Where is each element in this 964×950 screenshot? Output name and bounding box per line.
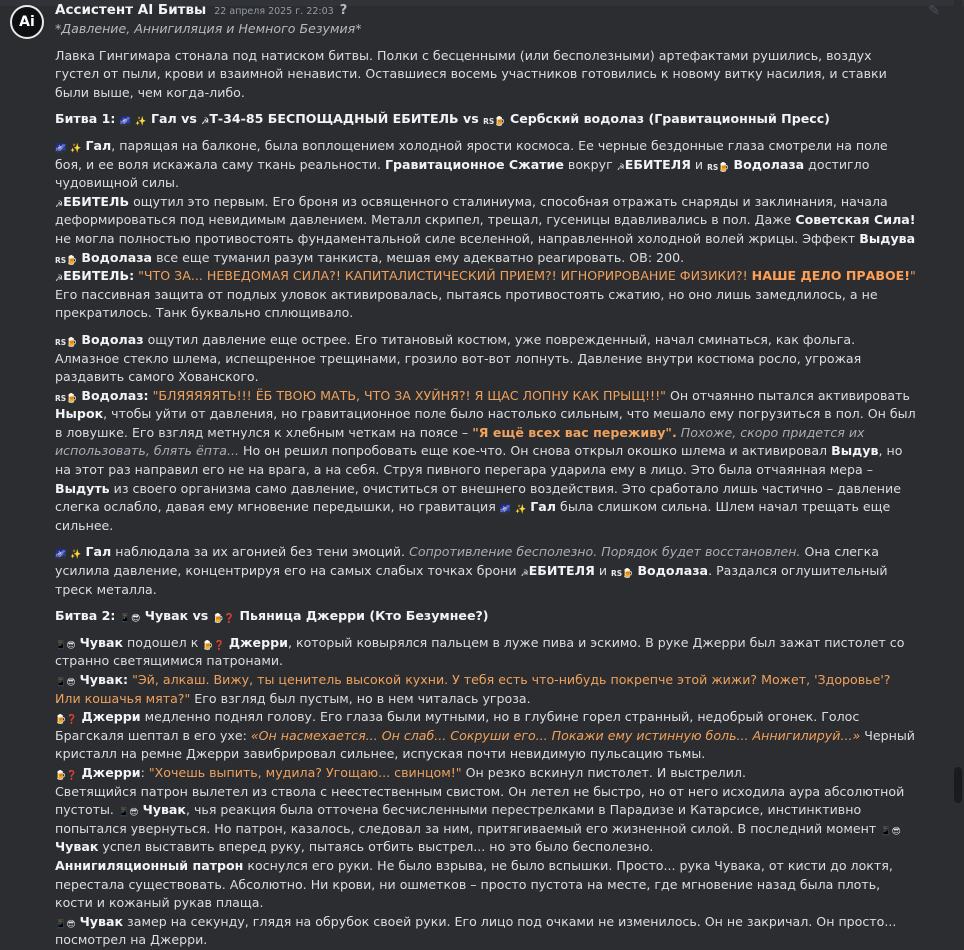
hammer-icon: ☭ — [520, 569, 529, 580]
battle-1-heading: Битва 1: 🌌 ✨ Гал vs ☭Т-34-85 БЕСПОЩАДНЫЙ ЕБИТЕЛЬ vs RS🍺 Сербский водолаз (Гравитационный Пресс) — [55, 111, 830, 128]
galaxy-icon: 🌌 — [119, 117, 131, 128]
paragraph-bullet-flies: Светящийся патрон вылетел из ствола с неестественным свистом. Он летел не быстро, но от него исходила аура абсолютной пустоты. 📱😎 Чувак, чья реакция была отточена бесчисленными перестрелками в Парадизе и Катарсисе, инстинктивно попытался увернуться. Но патрон, казалось, следовал за ним, притягиваемый его жизненной силой. В последний момент 📱😎 Чувак успел выставить вперед руку, пытаясь отбить выстрел... но это было бесполезно. — [55, 783, 905, 855]
paragraph-jerry-rises: 🍺❓ Джерри медленно поднял голову. Его глаза были мутными, но в глубине горел странный, недобрый огонек. Голос Брагскаля шептал в его ухе: «Он насмехается... Он слаб... Сокруши его... Покажи ему истинную боль... Аннигилируй...» Черный кристалл на ремне Джерри завибрировал сильнее, испуская почти невидимую пульсацию тьмы. — [55, 709, 915, 762]
sparkles-icon: ✨ — [515, 505, 527, 516]
rs-flag-icon: RS — [611, 569, 623, 579]
message-content — [55, 20, 917, 950]
paragraph-chuvak-freezes: 📱😎 Чувак замер на секунду, глядя на обрубок своей руки. Его лицо под очками не изменилось. Он не закричал. Он просто... посмотрел на Джерри. — [55, 913, 897, 948]
sunglasses-icon: 😎 — [891, 826, 901, 837]
intro-paragraph: Лавка Гингимара стонала под натиском битвы. Полки с бесценными (или бесполезными) артефактами рушились, воздух густел от пыли, крови и взаимной ненависти. Оставшиеся восемь участников готовились к новому витку насилия, и ставки были выше, чем когда-либо. — [55, 47, 887, 100]
rs-flag-icon: RS — [55, 255, 67, 265]
phone-icon: 📱 — [117, 808, 130, 819]
paragraph-chuvak-speaks: 📱😎 Чувак: "Эй, алкаш. Вижу, ты ценитель высокой кухни. У тебя есть что-нибудь покрепче этой жижи? Может, 'Здоровье'? Или кошачья мята?" Его взгляд был пустым, но в нем читалась угроза. — [55, 672, 891, 706]
galaxy-icon: 🌌 — [499, 505, 512, 516]
phone-icon: 📱 — [55, 919, 67, 930]
beer-icon: 🍺 — [494, 117, 506, 128]
scrollbar-track[interactable] — [954, 0, 962, 852]
paragraph-jerry-speaks: 🍺❓ Джерри: "Хочешь выпить, мудила? Угощаю... свинцом!" Он резко вскинул пистолет. И выстрелил. — [55, 764, 746, 781]
beer-icon: 🍺 — [66, 337, 78, 348]
sunglasses-icon: 😎 — [66, 919, 76, 930]
rs-flag-icon: RS — [55, 337, 67, 347]
hammer-icon: ☭ — [55, 274, 64, 285]
beer-icon: 🍺 — [55, 770, 67, 781]
sunglasses-icon: 😎 — [66, 640, 76, 651]
rs-flag-icon: RS — [483, 117, 495, 127]
pencil-icon[interactable]: ✎ — [928, 3, 940, 19]
help-icon[interactable]: ? — [339, 3, 348, 18]
message-header — [55, 1, 347, 21]
galaxy-icon: 🌌 — [55, 550, 67, 561]
phone-icon: 📱 — [119, 614, 131, 625]
paragraph-diver-shout: RS🍺 Водолаз: "БЛЯЯЯЯЯТЬ!!! ЁБ ТВОЮ МАТЬ, ЧТО ЗА ХУЙНЯ?! Я ЩАС ЛОПНУ КАК ПРЫЩ!!!" Он отчаянно пытался активировать Нырок, чтобы уйти от давления, но гравитационное поле было настолько сильным, что мешало ему погрузиться в пол. Он был в ловушке. Его взгляд метнулся к хлебным четкам на поясе – "Я ещё всех вас переживу". Похоже, скоро придется их использовать, блять ёпта... Но он решил попробовать еще кое-что. Он снова открыл окошко шлема и активировал Выдув, но на этот раз направил его не на врага, а на себя. Струя пивного перегара ударила ему в лицо. Это была отчаянная мера – Выдуть из своего организма само давление, очиститься от внешнего воздействия. Это сработало лишь частично – давление слегка ослабло, давая ему мгновение передышки, но гравитация 🌌 ✨ Гал была слишком сильна. Шлем начал трещать еще сильнее. — [55, 387, 916, 533]
paragraph-gal-watches: 🌌 ✨ Гал наблюдала за их агонией без тени эмоций. Сопротивление бесполезно. Порядок будет восстановлен. Она слегка усилила давление, концентрируя его на самых слабых точках брони ☭ЕБИТЕЛЯ и RS🍺 Водолаза. Раздался оглушительный треск металла. — [55, 544, 888, 597]
sunglasses-icon: 😎 — [66, 678, 76, 688]
sparkles-icon: ✨ — [70, 143, 82, 154]
scrollbar-thumb[interactable] — [954, 767, 962, 803]
author-name[interactable]: Ассистент AI Битвы — [55, 2, 207, 18]
beer-icon: 🍺 — [718, 162, 730, 173]
beer-icon: 🍺 — [55, 715, 67, 726]
paragraph-tank-feels: ☭ЕБИТЕЛЬ ощутил это первым. Его броня из освященного сталиниума, способная отражать снаряды и заклинания, начала деформироваться под невидимым давлением. Металл скрипел, трещал, гусеницы вдавливались в пол. Даже Советская Сила! не могла полностью противостоять фундаментальной силе вселенной, направленной холодной волей жрицы. Эффект Выдува RS🍺 Водолаза все еще туманил разум танкиста, мешая ему адекватно реагировать. ОВ: 200. — [55, 193, 916, 266]
avatar[interactable]: Ai — [10, 5, 44, 39]
phone-icon: 📱 — [55, 640, 67, 651]
beer-icon: 🍺 — [212, 614, 224, 625]
red-question-icon: ❓ — [213, 640, 225, 651]
paragraph-diver-pressure: RS🍺 Водолаз ощутил давление еще острее. Его титановый костюм, уже поврежденный, начал сминаться, как фольга. Алмазное стекло шлема, испещренное трещинами, грозило вот-вот лопнуть. Давление внутри костюма росло, угрожая раздавить самого Хованского. — [55, 331, 862, 385]
timestamp: 22 апреля 2025 г. 22:03 — [214, 6, 334, 17]
hammer-icon: ☭ — [616, 162, 625, 173]
sunglasses-icon: 😎 — [129, 808, 139, 819]
sunglasses-icon: 😎 — [130, 614, 141, 625]
paragraph-gal-compress: 🌌 ✨ Гал, парящая на балконе, была воплощением холодной ярости космоса. Ее черные бездонные глаза смотрели на поле боя, и ее воля искажала саму ткань реальности. Гравитационное Сжатие вокруг ☭ЕБИТЕЛЯ и RS🍺 Водолаза достигло чудовищной силы. — [55, 137, 888, 191]
red-question-icon: ❓ — [66, 715, 78, 726]
galaxy-icon: 🌌 — [55, 143, 67, 154]
phone-icon: 📱 — [55, 678, 67, 688]
beer-icon: 🍺 — [622, 569, 634, 580]
hammer-icon: ☭ — [201, 117, 210, 128]
red-question-icon: ❓ — [223, 614, 236, 625]
hammer-icon: ☭ — [55, 199, 64, 210]
rs-flag-icon: RS — [55, 393, 67, 403]
battle-2-heading: Битва 2: 📱😎 Чувак vs 🍺❓ Пьяница Джерри (Кто Безумнее?) — [55, 608, 489, 625]
beer-icon: 🍺 — [202, 640, 214, 651]
red-question-icon: ❓ — [66, 770, 78, 781]
paragraph-chuvak-approaches: 📱😎 Чувак подошел к 🍺❓ Джерри, который ковырялся пальцем в луже пива и эскимо. В руке Джерри был зажат пистолет со странно светящимися патронами. — [55, 634, 905, 669]
paragraph-tank-shout: ☭ЕБИТЕЛЬ: "ЧТО ЗА... НЕВЕДОМАЯ СИЛА?! КАПИТАЛИСТИЧЕСКИЙ ПРИЕМ?! ИГНОРИРОВАНИЕ ФИЗИКИ?! НАШЕ ДЕЛО ПРАВОЕ!" Его пассивная защита от подлых уловок активировалась, пытаясь противостоять сжатию, но оно лишь замедлилось, а не прекратилось. Танк буквально сплющивало. — [55, 268, 916, 321]
rs-flag-icon: RS — [707, 162, 719, 172]
beer-icon: 🍺 — [66, 255, 78, 266]
sparkles-icon: ✨ — [70, 550, 82, 561]
phone-icon: 📱 — [880, 826, 892, 837]
message-subtitle: *Давление, Аннигиляция и Немного Безумия* — [55, 21, 362, 36]
paragraph-annihilation: Аннигиляционный патрон коснулся его руки. Не было взрыва, не было вспышки. Просто... рука Чувака, от кисти до локтя, перестала существовать. Абсолютно. Ни крови, ни ошметков – просто пустота на месте, где мгновение назад была плоть, кости и кожаный рукав плаща. — [55, 857, 893, 911]
beer-icon: 🍺 — [66, 393, 78, 404]
sparkles-icon: ✨ — [135, 117, 147, 128]
